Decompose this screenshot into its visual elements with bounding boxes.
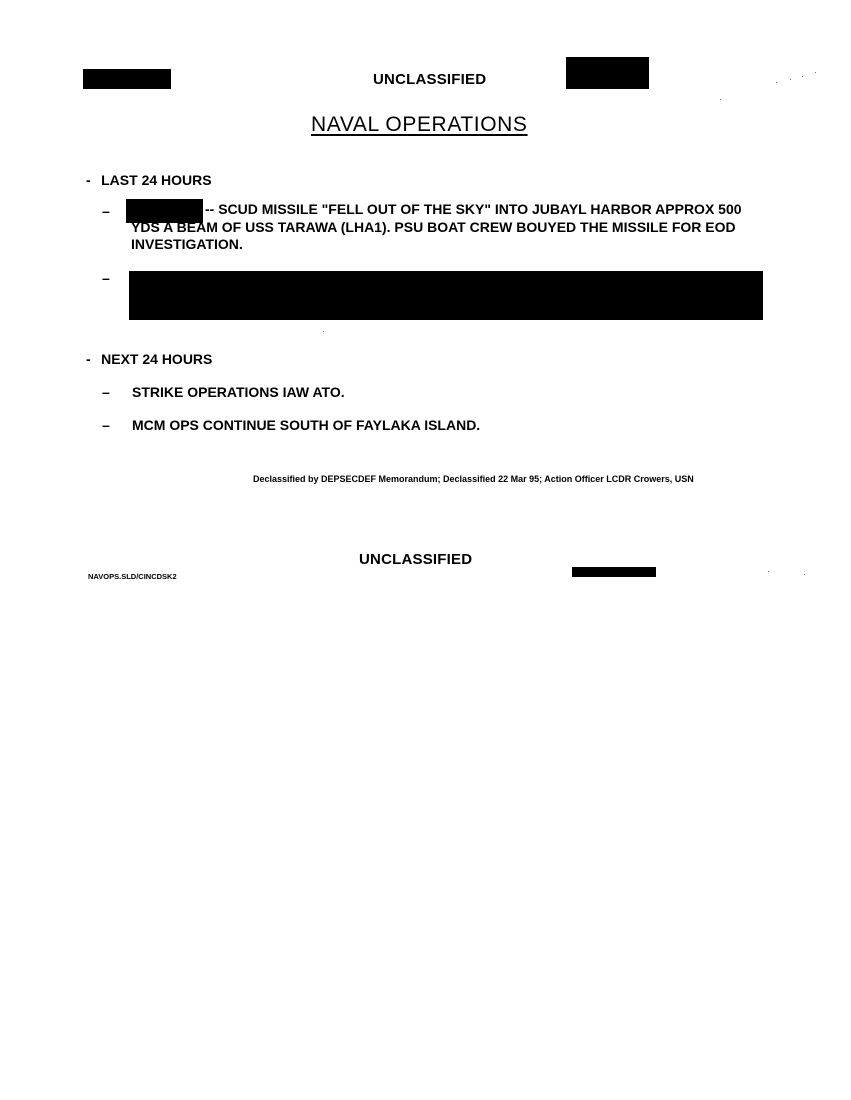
section-dash: - [86,351,91,367]
list-item-text: STRIKE OPERATIONS IAW ATO. [132,384,345,400]
scan-speck [720,99,721,100]
section-last-24-hours [86,172,212,190]
section-heading: NEXT 24 HOURS [101,351,213,367]
redaction-item-block [129,271,763,320]
section-dash: - [86,172,91,188]
redaction-header-right [566,57,649,89]
bullet-dash: – [102,384,110,400]
scan-speck [323,331,324,332]
section-heading: LAST 24 HOURS [101,172,212,188]
scan-speck [768,571,769,572]
file-id: NAVOPS.SLD/CINCDSK2 [88,572,177,581]
scan-speck [802,76,803,77]
scan-speck [790,79,791,80]
redaction-header-left [83,69,171,89]
footer-classification: UNCLASSIFIED [359,551,473,568]
list-item-text: -- SCUD MISSILE "FELL OUT OF THE SKY" INTO JUBAYL HARBOR APPROX 500 YDS A BEAM OF USS TARAWA (LHA1). PSU BOAT CREW BOUYED THE MISSILE FOR EOD INVESTIGATION. [131,201,742,252]
scan-speck [776,82,777,83]
scan-speck [815,72,816,73]
declassification-note: Declassified by DEPSECDEF Memorandum; Declassified 22 Mar 95; Action Officer LCDR Crowers, USN [253,474,694,484]
scan-speck [804,574,805,575]
list-item-text: MCM OPS CONTINUE SOUTH OF FAYLAKA ISLAND. [132,417,481,433]
bullet-dash: – [102,417,110,433]
header-classification: UNCLASSIFIED [373,71,487,88]
section-next-24-hours [86,351,212,369]
bullet-dash: – [102,270,110,286]
bullet-dash: – [102,203,110,219]
redaction-footer-right [572,567,656,577]
page-title: NAVAL OPERATIONS [311,113,528,136]
